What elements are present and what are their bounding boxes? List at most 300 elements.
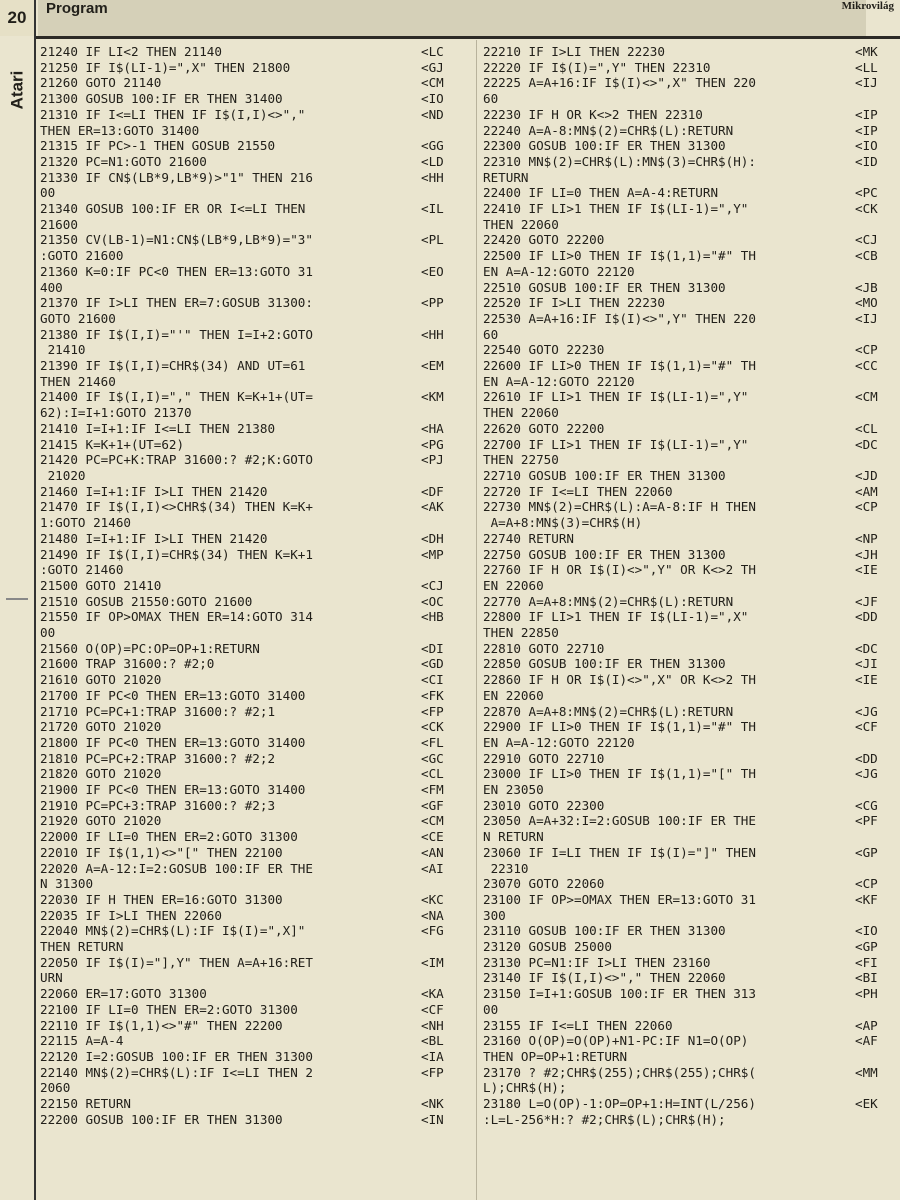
- code-text: EN A=A-12:GOTO 22120: [483, 373, 635, 389]
- code-line: [40, 311, 474, 327]
- checksum: <CG: [855, 797, 878, 813]
- code-line: [483, 248, 898, 264]
- code-text: :GOTO 21600: [40, 248, 124, 264]
- code-text: 21370 IF I>LI THEN ER=7:GOSUB 31300:: [40, 295, 313, 311]
- code-text: 21710 PC=PC+1:TRAP 31600:? #2;1: [40, 703, 276, 719]
- checksum: <KF: [855, 891, 878, 907]
- code-text: 23180 L=O(OP)-1:OP=OP+1:H=INT(L/256): [483, 1096, 756, 1112]
- listing-left-column: [40, 44, 474, 1128]
- checksum: <NA: [421, 907, 444, 923]
- code-text: 22850 GOSUB 100:IF ER THEN 31300: [483, 656, 726, 672]
- checksum: <FP: [421, 1064, 444, 1080]
- checksum: <FG: [421, 923, 444, 939]
- code-text: 23140 IF I$(I,I)<>"," THEN 22060: [483, 970, 726, 986]
- code-text: THEN 22060: [483, 405, 559, 421]
- checksum: <PH: [855, 986, 878, 1002]
- checksum: <GD: [421, 656, 444, 672]
- code-text: 21310 IF I<=LI THEN IF I$(I,I)<>",": [40, 106, 306, 122]
- code-line: [483, 60, 898, 76]
- checksum: <LD: [421, 153, 444, 169]
- code-text: N 31300: [40, 876, 94, 892]
- code-text: 21420 PC=PC+K:TRAP 31600:? #2;K:GOTO: [40, 452, 313, 468]
- code-line: [483, 861, 898, 877]
- checksum: <CP: [855, 876, 878, 892]
- code-text: 22610 IF LI>1 THEN IF I$(LI-1)=",Y": [483, 389, 749, 405]
- code-line: [40, 782, 474, 798]
- code-text: THEN OP=OP+1:RETURN: [483, 1049, 628, 1064]
- checksum: <HH: [421, 326, 444, 342]
- magazine-name: Mikrovilág: [841, 0, 894, 12]
- code-line: [483, 437, 898, 453]
- code-line: [40, 154, 474, 170]
- checksum: <HH: [421, 169, 444, 185]
- checksum: <CC: [855, 358, 878, 374]
- code-text: 22210 IF I>LI THEN 22230: [483, 44, 665, 59]
- checksum: <NH: [421, 1017, 444, 1033]
- code-text: THEN 22060: [483, 216, 559, 232]
- code-text: 21315 IF PC>-1 THEN GOSUB 21550: [40, 138, 276, 154]
- code-line: [483, 232, 898, 248]
- header-rule: [34, 36, 900, 39]
- code-line: [483, 562, 898, 578]
- checksum: <PP: [421, 295, 444, 311]
- listing-right-column: [483, 44, 898, 1128]
- code-text: THEN 22750: [483, 452, 559, 468]
- code-line: [40, 892, 474, 908]
- code-line: [40, 1080, 474, 1096]
- checksum: <DC: [855, 436, 878, 452]
- code-line: [483, 1080, 898, 1096]
- code-line: [40, 766, 474, 782]
- code-text: A=A+8:MN$(3)=CHR$(H): [483, 515, 643, 531]
- code-line: [40, 578, 474, 594]
- code-text: 400: [40, 279, 63, 295]
- code-line: [483, 609, 898, 625]
- code-text: 21470 IF I$(I,I)<>CHR$(34) THEN K=K+: [40, 499, 313, 515]
- code-text: 22050 IF I$(I)="],Y" THEN A=A+16:RET: [40, 954, 313, 970]
- code-text: 1:GOTO 21460: [40, 515, 131, 531]
- code-text: 23010 GOTO 22300: [483, 797, 605, 813]
- code-text: 22300 GOSUB 100:IF ER THEN 31300: [483, 138, 726, 154]
- code-text: RETURN: [483, 169, 529, 185]
- code-text: 21380 IF I$(I,I)="'" THEN I=I+2:GOTO: [40, 326, 313, 342]
- code-line: [40, 1112, 474, 1128]
- code-text: 22115 A=A-4: [40, 1033, 124, 1049]
- checksum: <FL: [421, 734, 444, 750]
- code-line: [40, 562, 474, 578]
- checksum: <PC: [855, 185, 878, 201]
- checksum: <IO: [855, 138, 878, 154]
- code-text: 21410 I=I+1:IF I<=LI THEN 21380: [40, 420, 276, 436]
- code-line: [483, 358, 898, 374]
- code-text: 22870 A=A+8:MN$(2)=CHR$(L):RETURN: [483, 703, 734, 719]
- code-line: [40, 499, 474, 515]
- checksum: <MK: [855, 44, 878, 59]
- code-text: 22120 I=2:GOSUB 100:IF ER THEN 31300: [40, 1049, 313, 1064]
- checksum: <CM: [421, 813, 444, 829]
- code-text: 21800 IF PC<0 THEN ER=13:GOTO 31400: [40, 734, 306, 750]
- checksum: <MM: [855, 1064, 878, 1080]
- checksum: <HB: [421, 609, 444, 625]
- code-line: [40, 1049, 474, 1065]
- code-line: [483, 154, 898, 170]
- code-text: :GOTO 21460: [40, 562, 124, 578]
- checksum: <IE: [855, 672, 878, 688]
- code-text: 22740 RETURN: [483, 530, 574, 546]
- code-text: 22530 A=A+16:IF I$(I)<>",Y" THEN 220: [483, 310, 756, 326]
- code-line: [40, 217, 474, 233]
- code-text: 21415 K=K+1+(UT=62): [40, 436, 185, 452]
- code-line: [40, 751, 474, 767]
- code-text: 22010 IF I$(1,1)<>"[" THEN 22100: [40, 844, 283, 860]
- code-text: 23155 IF I<=LI THEN 22060: [483, 1017, 673, 1033]
- code-line: [40, 138, 474, 154]
- checksum: <IE: [855, 562, 878, 578]
- code-line: [40, 1033, 474, 1049]
- code-line: [483, 499, 898, 515]
- code-line: [40, 719, 474, 735]
- code-line: [483, 813, 898, 829]
- checksum: <CL: [855, 420, 878, 436]
- code-text: 22700 IF LI>1 THEN IF I$(LI-1)=",Y": [483, 436, 749, 452]
- checksum: <CM: [855, 389, 878, 405]
- code-text: 22860 IF H OR I$(I)<>",X" OR K<>2 TH: [483, 672, 756, 688]
- code-line: [40, 421, 474, 437]
- checksum: <DF: [421, 483, 444, 499]
- checksum: <CJ: [421, 577, 444, 593]
- checksum: <FK: [421, 687, 444, 703]
- code-text: 00: [483, 1001, 499, 1017]
- page-header: [0, 0, 900, 36]
- code-line: [483, 531, 898, 547]
- code-line: [483, 342, 898, 358]
- code-line: [40, 609, 474, 625]
- code-line: [40, 295, 474, 311]
- code-text: 21460 I=I+1:IF I>LI THEN 21420: [40, 483, 268, 499]
- code-line: [483, 1049, 898, 1065]
- code-line: [40, 60, 474, 76]
- checksum: <PL: [421, 232, 444, 248]
- checksum: <GP: [855, 939, 878, 955]
- code-line: [483, 547, 898, 563]
- code-line: [483, 185, 898, 201]
- code-line: [483, 1096, 898, 1112]
- checksum: <GP: [855, 844, 878, 860]
- code-text: 21490 IF I$(I,I)=CHR$(34) THEN K=K+1: [40, 546, 313, 562]
- checksum: <EM: [421, 358, 444, 374]
- code-line: [40, 468, 474, 484]
- checksum: <IP: [855, 106, 878, 122]
- code-line: [40, 405, 474, 421]
- code-text: 21350 CV(LB-1)=N1:CN$(LB*9,LB*9)="3": [40, 232, 313, 248]
- checksum: <FI: [855, 954, 878, 970]
- code-line: [40, 515, 474, 531]
- code-text: 21610 GOTO 21020: [40, 672, 162, 688]
- code-line: [40, 876, 474, 892]
- code-text: 22540 GOTO 22230: [483, 342, 605, 358]
- code-text: EN 23050: [483, 782, 544, 798]
- code-line: [483, 515, 898, 531]
- checksum: <AM: [855, 483, 878, 499]
- code-line: [483, 452, 898, 468]
- code-text: 21250 IF I$(LI-1)=",X" THEN 21800: [40, 59, 291, 75]
- code-text: :L=L-256*H:? #2;CHR$(L);CHR$(H);: [483, 1111, 726, 1127]
- code-line: [40, 75, 474, 91]
- code-text: 23120 GOSUB 25000: [483, 939, 612, 955]
- code-text: 21330 IF CN$(LB*9,LB*9)>"1" THEN 216: [40, 169, 313, 185]
- checksum: <AI: [421, 860, 444, 876]
- code-line: [483, 217, 898, 233]
- code-line: [483, 955, 898, 971]
- code-text: 22100 IF LI=0 THEN ER=2:GOTO 31300: [40, 1001, 298, 1017]
- code-text: 23170 ? #2;CHR$(255);CHR$(255);CHR$(: [483, 1064, 756, 1080]
- code-text: 60: [483, 326, 499, 342]
- code-text: 21560 O(OP)=PC:OP=OP+1:RETURN: [40, 640, 260, 656]
- code-text: 22710 GOSUB 100:IF ER THEN 31300: [483, 467, 726, 483]
- code-text: 22310: [483, 860, 529, 876]
- checksum: <DD: [855, 750, 878, 766]
- code-text: 23050 A=A+32:I=2:GOSUB 100:IF ER THE: [483, 813, 756, 829]
- checksum: <NP: [855, 530, 878, 546]
- checksum: <DH: [421, 530, 444, 546]
- code-line: [40, 123, 474, 139]
- code-text: 22760 IF H OR I$(I)<>",Y" OR K<>2 TH: [483, 562, 756, 578]
- code-line: [483, 970, 898, 986]
- code-line: [483, 672, 898, 688]
- code-line: [483, 123, 898, 139]
- code-text: EN A=A-12:GOTO 22120: [483, 734, 635, 750]
- code-line: [40, 248, 474, 264]
- code-text: 22150 RETURN: [40, 1096, 131, 1112]
- code-line: [40, 358, 474, 374]
- code-line: [483, 766, 898, 782]
- code-text: 22400 IF LI=0 THEN A=A-4:RETURN: [483, 185, 719, 201]
- code-text: 22140 MN$(2)=CHR$(L):IF I<=LI THEN 2: [40, 1064, 313, 1080]
- code-text: 21300 GOSUB 100:IF ER THEN 31400: [40, 91, 283, 107]
- checksum: <EO: [421, 263, 444, 279]
- checksum: <IP: [855, 122, 878, 138]
- checksum: <CP: [855, 342, 878, 358]
- code-text: 60: [483, 91, 499, 107]
- checksum: <MP: [421, 546, 444, 562]
- code-line: [483, 468, 898, 484]
- checksum: <AF: [855, 1033, 878, 1049]
- checksum: <KC: [421, 891, 444, 907]
- checksum: <AK: [421, 499, 444, 515]
- code-line: [40, 1018, 474, 1034]
- checksum: <JG: [855, 703, 878, 719]
- code-line: [40, 641, 474, 657]
- checksum: <CF: [421, 1001, 444, 1017]
- code-text: 22410 IF LI>1 THEN IF I$(LI-1)=",Y": [483, 201, 749, 217]
- code-line: [40, 327, 474, 343]
- checksum: <GF: [421, 797, 444, 813]
- code-text: 23160 O(OP)=O(OP)+N1-PC:IF N1=O(OP): [483, 1033, 749, 1049]
- checksum: <JH: [855, 546, 878, 562]
- side-label-text: Atari: [7, 70, 27, 110]
- code-line: [40, 861, 474, 877]
- code-text: 21500 GOTO 21410: [40, 577, 162, 593]
- code-line: [483, 421, 898, 437]
- code-text: THEN 21460: [40, 373, 116, 389]
- checksum: <JF: [855, 593, 878, 609]
- code-line: [40, 829, 474, 845]
- code-line: [483, 876, 898, 892]
- code-line: [483, 641, 898, 657]
- code-text: THEN ER=13:GOTO 31400: [40, 122, 200, 138]
- checksum: <KA: [421, 986, 444, 1002]
- checksum: <BL: [421, 1033, 444, 1049]
- code-line: [483, 280, 898, 296]
- code-text: 21820 GOTO 21020: [40, 766, 162, 782]
- code-line: [483, 374, 898, 390]
- code-text: 23130 PC=N1:IF I>LI THEN 23160: [483, 954, 711, 970]
- code-line: [483, 578, 898, 594]
- checksum: <DC: [855, 640, 878, 656]
- code-text: EN 22060: [483, 687, 544, 703]
- code-text: 22620 GOTO 22200: [483, 420, 605, 436]
- code-line: [483, 295, 898, 311]
- checksum: <CF: [855, 719, 878, 735]
- code-text: 21480 I=I+1:IF I>LI THEN 21420: [40, 530, 268, 546]
- code-text: 300: [483, 907, 506, 923]
- checksum: <DI: [421, 640, 444, 656]
- code-line: [483, 923, 898, 939]
- checksum: <PF: [855, 813, 878, 829]
- checksum: <CK: [421, 719, 444, 735]
- code-text: 21810 PC=PC+2:TRAP 31600:? #2;2: [40, 750, 276, 766]
- code-text: 22035 IF I>LI THEN 22060: [40, 907, 222, 923]
- code-line: [40, 185, 474, 201]
- code-text: 21700 IF PC<0 THEN ER=13:GOTO 31400: [40, 687, 306, 703]
- checksum: <JI: [855, 656, 878, 672]
- code-text: 21720 GOTO 21020: [40, 719, 162, 735]
- code-line: [483, 1065, 898, 1081]
- code-line: [483, 75, 898, 91]
- code-text: 21410: [40, 342, 86, 358]
- code-line: [483, 688, 898, 704]
- code-text: EN A=A-12:GOTO 22120: [483, 263, 635, 279]
- checksum: <CI: [421, 672, 444, 688]
- code-line: [40, 107, 474, 123]
- code-text: 22730 MN$(2)=CHR$(L):A=A-8:IF H THEN: [483, 499, 756, 515]
- code-line: [40, 531, 474, 547]
- code-text: 22510 GOSUB 100:IF ER THEN 31300: [483, 279, 726, 295]
- checksum: <IO: [421, 91, 444, 107]
- code-line: [40, 672, 474, 688]
- code-line: [40, 939, 474, 955]
- code-line: [483, 735, 898, 751]
- side-mark: [6, 598, 28, 600]
- code-line: [483, 939, 898, 955]
- code-line: [483, 201, 898, 217]
- column-divider: [476, 40, 477, 1200]
- code-text: 21020: [40, 467, 86, 483]
- code-line: [40, 201, 474, 217]
- code-text: 21360 K=0:IF PC<0 THEN ER=13:GOTO 31: [40, 263, 313, 279]
- code-text: 22030 IF H THEN ER=16:GOTO 31300: [40, 891, 283, 907]
- code-text: 62):I=I+1:GOTO 21370: [40, 405, 192, 421]
- checksum: <AP: [855, 1017, 878, 1033]
- code-line: [483, 704, 898, 720]
- code-line: [40, 232, 474, 248]
- checksum: <CP: [855, 499, 878, 515]
- checksum: <PG: [421, 436, 444, 452]
- code-line: [40, 656, 474, 672]
- checksum: <FP: [421, 703, 444, 719]
- code-line: [40, 437, 474, 453]
- code-line: [40, 452, 474, 468]
- code-line: [40, 955, 474, 971]
- code-text: 22040 MN$(2)=CHR$(L):IF I$(I)=",X]": [40, 923, 306, 939]
- code-text: 00: [40, 185, 56, 201]
- code-text: 22720 IF I<=LI THEN 22060: [483, 483, 673, 499]
- code-line: [483, 1033, 898, 1049]
- checksum: <CB: [855, 248, 878, 264]
- checksum: <CL: [421, 766, 444, 782]
- checksum: <HA: [421, 420, 444, 436]
- code-line: [40, 264, 474, 280]
- code-text: 21600: [40, 216, 78, 232]
- code-line: [483, 138, 898, 154]
- code-line: [40, 547, 474, 563]
- code-text: 22900 IF LI>0 THEN IF I$(1,1)="#" TH: [483, 719, 756, 735]
- checksum: <IJ: [855, 310, 878, 326]
- code-line: [40, 44, 474, 60]
- checksum: <KM: [421, 389, 444, 405]
- checksum: <NK: [421, 1096, 444, 1112]
- code-text: 22020 A=A-12:I=2:GOSUB 100:IF ER THE: [40, 860, 313, 876]
- code-text: 22220 IF I$(I)=",Y" THEN 22310: [483, 59, 711, 75]
- code-line: [40, 484, 474, 500]
- code-text: 23000 IF LI>0 THEN IF I$(1,1)="[" TH: [483, 766, 756, 782]
- code-line: [483, 829, 898, 845]
- code-text: THEN 22850: [483, 625, 559, 641]
- code-line: [40, 908, 474, 924]
- code-line: [483, 484, 898, 500]
- code-text: 22110 IF I$(1,1)<>"#" THEN 22200: [40, 1017, 283, 1033]
- code-line: [40, 735, 474, 751]
- code-line: [40, 986, 474, 1002]
- checksum: <GG: [421, 138, 444, 154]
- code-text: 21910 PC=PC+3:TRAP 31600:? #2;3: [40, 797, 276, 813]
- checksum: <GJ: [421, 59, 444, 75]
- left-rule: [34, 36, 36, 1200]
- code-text: EN 22060: [483, 577, 544, 593]
- code-text: 22225 A=A+16:IF I$(I)<>",X" THEN 220: [483, 75, 756, 91]
- code-text: GOTO 21600: [40, 310, 116, 326]
- checksum: <ND: [421, 106, 444, 122]
- checksum: <JD: [855, 467, 878, 483]
- code-line: [483, 264, 898, 280]
- code-line: [40, 688, 474, 704]
- code-line: [40, 342, 474, 358]
- code-line: [483, 327, 898, 343]
- checksum: <IO: [855, 923, 878, 939]
- code-line: [40, 91, 474, 107]
- code-text: 21260 GOTO 21140: [40, 75, 162, 91]
- code-line: [40, 1065, 474, 1081]
- checksum: <EK: [855, 1096, 878, 1112]
- code-line: [483, 91, 898, 107]
- code-text: 22240 A=A-8:MN$(2)=CHR$(L):RETURN: [483, 122, 734, 138]
- checksum: <CE: [421, 829, 444, 845]
- checksum: <CK: [855, 201, 878, 217]
- code-line: [483, 625, 898, 641]
- code-line: [483, 311, 898, 327]
- code-text: 22810 GOTO 22710: [483, 640, 605, 656]
- code-text: 21510 GOSUB 21550:GOTO 21600: [40, 593, 253, 609]
